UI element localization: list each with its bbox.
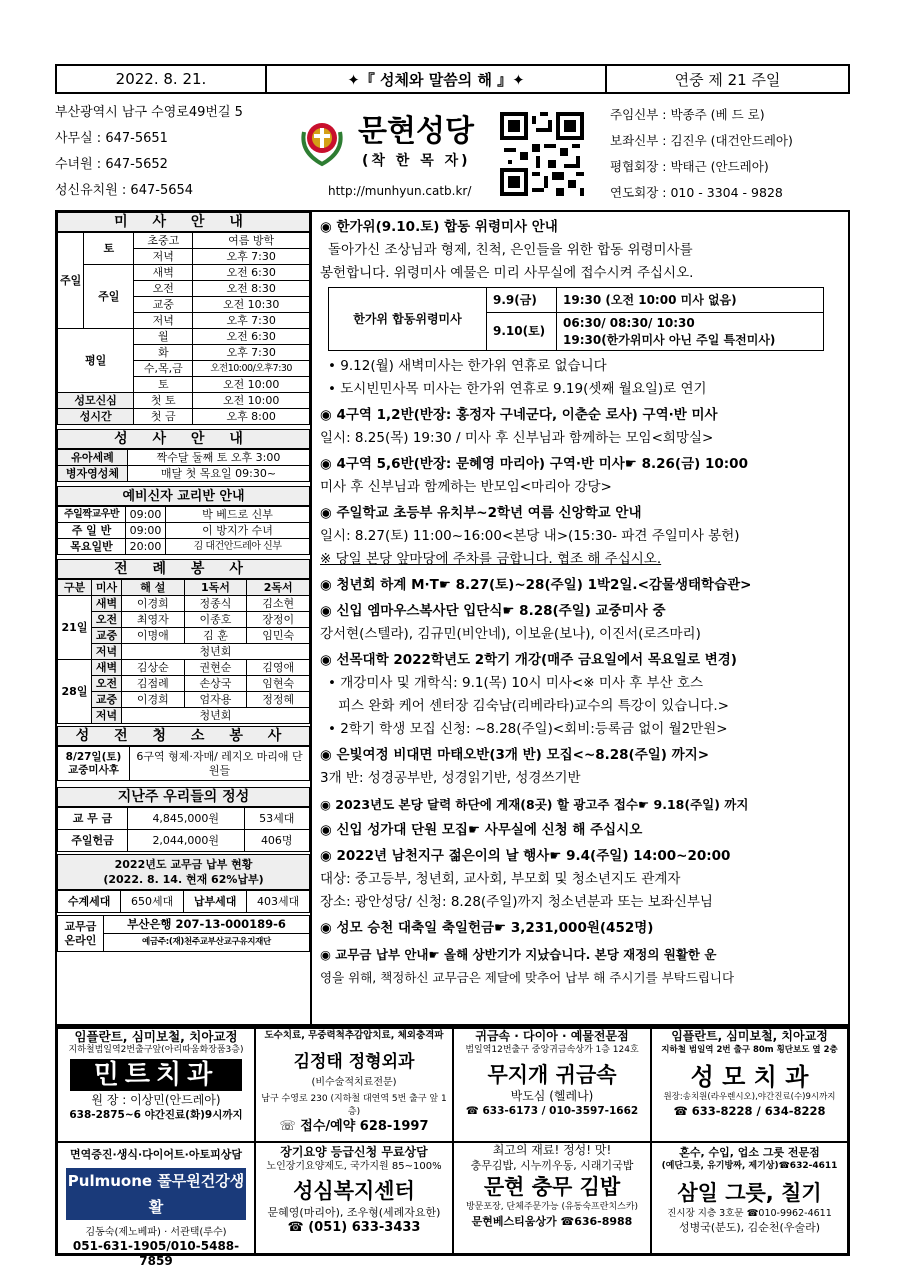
notice-item bbox=[320, 502, 842, 571]
cell: 새벽 bbox=[134, 265, 193, 281]
dues-title: 2022년도 교무금 납부 현황 bbox=[114, 858, 253, 871]
cell: 오전 10:30 bbox=[193, 297, 310, 313]
ad-name: 성 모 치 과 bbox=[690, 1063, 809, 1091]
cell: 이 방지가 수녀 bbox=[166, 523, 310, 539]
cell: 여름 방학 bbox=[193, 233, 310, 249]
cell: 김영애 bbox=[247, 660, 310, 676]
cell: 오후 7:30 bbox=[193, 313, 310, 329]
parish-name: 문현성당 bbox=[358, 114, 474, 149]
ad-location: 지하철 범일역 2번 출구 80m 횡단보도 옆 2층 bbox=[661, 1045, 838, 1055]
cell: 첫 토 bbox=[134, 393, 193, 409]
ad-seongmo-dental[interactable] bbox=[651, 1028, 848, 1142]
notice-item bbox=[320, 845, 842, 914]
cell: 1독서 bbox=[184, 580, 247, 596]
cell: 09:00 bbox=[126, 523, 166, 539]
notice-item bbox=[320, 744, 842, 790]
cell: 미사 bbox=[92, 580, 122, 596]
cell: 06:30/ 08:30/ 10:30 bbox=[563, 315, 695, 330]
cell: 손상국 bbox=[184, 676, 247, 692]
ad-welfare-center[interactable] bbox=[255, 1142, 453, 1254]
ad-location: 범일역12번출구 중앙귀금속상가 1층 124호 bbox=[465, 1045, 639, 1055]
cell: 짝수달 둘째 토 오후 3:00 bbox=[128, 450, 310, 466]
ad-tagline: 장기요양 등급신청 무료상담 bbox=[280, 1145, 428, 1159]
offering-title: 지난주 우리들의 정성 bbox=[57, 787, 310, 807]
cell: 오전 8:30 bbox=[193, 281, 310, 297]
online-payment bbox=[57, 915, 310, 952]
cell: 교중 bbox=[92, 692, 122, 708]
parish-emblem-icon bbox=[298, 112, 346, 168]
notice-body: 돌아가신 조상님과 형제, 친척, 은인들을 위한 합동 위령미사를 bbox=[328, 242, 693, 258]
ad-owner: 성병국(분도), 김순천(우술라) bbox=[678, 1221, 821, 1234]
cell: 9.10(토) bbox=[487, 313, 557, 351]
cell: 406명 bbox=[244, 830, 310, 852]
saturday-label: 토 bbox=[84, 233, 134, 265]
cell: 28일 bbox=[58, 660, 92, 724]
cell: 4,845,000원 bbox=[128, 808, 245, 830]
parish-contact bbox=[55, 100, 295, 204]
cell: 수,목,금 bbox=[134, 361, 193, 377]
online-label bbox=[58, 916, 104, 952]
altar-service-table bbox=[57, 579, 310, 724]
cleaning-title: 성 전 청 소 봉 사 bbox=[57, 726, 310, 746]
cell: 새벽 bbox=[92, 596, 122, 612]
ad-gimbap[interactable] bbox=[453, 1142, 651, 1254]
notice-title: ◉ 4구역 1,2반(반장: 홍정자 구네군다, 이춘순 로사) 구역·반 미사 bbox=[320, 407, 718, 423]
ad-location: 진시장 지층 3호문 ☎010-9962-4611 bbox=[667, 1208, 832, 1219]
assistant-priest: 보좌신부 : 김진우 (대건안드레아) bbox=[610, 133, 793, 148]
ad-detail: 노인장기요양제도, 국가지원 85~100% bbox=[266, 1161, 442, 1172]
online-label-1: 교무금 bbox=[64, 919, 97, 933]
cell: 2독서 bbox=[247, 580, 310, 596]
notices bbox=[314, 212, 848, 1024]
cell: 19:30(한가위미사 아닌 주일 특전미사) bbox=[563, 332, 776, 347]
ad-tableware[interactable] bbox=[651, 1142, 848, 1254]
notice-title: ◉ 신입 성가대 단원 모집☛ 사무실에 신청 해 주십시오 bbox=[320, 822, 643, 838]
online-label-2: 온라인 bbox=[64, 933, 97, 947]
bullet: • 도시빈민사목 미사는 한가위 연휴로 9.19(셋째 월요일)로 연기 bbox=[328, 381, 707, 397]
notice-body: 일시: 8.25(목) 19:30 / 미사 후 신부님과 함께하는 모임<희망실> bbox=[320, 430, 714, 446]
kinder-phone: 성신유치원 : 647-5654 bbox=[55, 183, 194, 198]
cell: 오전 10:00 bbox=[193, 377, 310, 393]
left-sidebar bbox=[57, 212, 312, 1024]
cell: 9.9(금) bbox=[487, 288, 557, 313]
cell: 엄자용 bbox=[184, 692, 247, 708]
dues-status bbox=[57, 854, 310, 890]
hangawi-table bbox=[328, 287, 824, 351]
parish-url[interactable]: http://munhyun.catb.kr/ bbox=[328, 184, 472, 198]
cell: 청년회 bbox=[122, 708, 310, 724]
ad-owner: 박도심 (헬레나) bbox=[510, 1089, 594, 1103]
cell: 권현순 bbox=[184, 660, 247, 676]
cell: 교중 bbox=[134, 297, 193, 313]
cell: 김 훈 bbox=[184, 628, 247, 644]
notice-body: 일시: 8.27(토) 11:00~16:00<본당 내>(15:30- 파견 주일미사 봉헌) bbox=[320, 528, 740, 544]
notice-body: • 2학기 학생 모집 신청: ~8.28(주일)<회비:등록금 없이 월2만원> bbox=[328, 721, 728, 737]
ad-tagline: 임플란트, 심미보철, 치아교정 bbox=[671, 1029, 828, 1043]
cell: 정정혜 bbox=[247, 692, 310, 708]
funeral-contact: 연도회장 : 010 - 3304 - 9828 bbox=[610, 185, 783, 200]
cell: 오전 6:30 bbox=[193, 329, 310, 345]
cell: 정종식 bbox=[184, 596, 247, 612]
ads-section bbox=[55, 1026, 850, 1268]
ad-subname: (비수술적치료전문) bbox=[311, 1077, 397, 1088]
notice-title: ◉ 교무금 납부 안내☛ 올해 상반기가 지났습니다. 본당 재정의 원활한 운 bbox=[320, 947, 717, 962]
notice-item bbox=[320, 453, 842, 499]
mass-schedule-table bbox=[57, 232, 310, 425]
notice-item bbox=[320, 819, 842, 842]
cell: 오전 6:30 bbox=[193, 265, 310, 281]
notice-body: 영을 위해, 책정하신 교무금은 제달에 맞추어 납부 해 주시기를 부탁드립니다 bbox=[320, 970, 735, 985]
liturgical-week: 연중 제 21 주일 bbox=[674, 70, 781, 89]
pastor: 주임신부 : 박종주 (베 드 로) bbox=[610, 107, 765, 122]
cell: 저녁 bbox=[134, 249, 193, 265]
cell: 청년회 bbox=[122, 644, 310, 660]
ad-tagline: 도수치료, 무중력척추감압치료, 체외충격파 bbox=[264, 1030, 444, 1041]
cell: 오전 bbox=[92, 612, 122, 628]
ad-phone: ☎ 633-8228 / 634-8228 bbox=[673, 1104, 826, 1118]
cell: 403세대 bbox=[247, 891, 310, 913]
cell: 이경희 bbox=[122, 692, 185, 708]
cell: 이종호 bbox=[184, 612, 247, 628]
ad-owner: 원장:송치원(라우렌시오),야간진료(수)9시까지 bbox=[663, 1092, 836, 1102]
issue-date: 2022. 8. 21. bbox=[57, 66, 267, 92]
notice-title: ◉ 선목대학 2022학년도 2학기 개강(매주 금요일에서 목요일로 변경) bbox=[320, 652, 737, 668]
notice-item bbox=[320, 943, 842, 989]
account-holder: 예금주:(재)천주교부산교구유지재단 bbox=[104, 934, 310, 952]
ad-name: 성심복지센터 bbox=[293, 1179, 415, 1203]
cell: 교 무 금 bbox=[58, 808, 128, 830]
cell: 초중고 bbox=[134, 233, 193, 249]
cell: 주일짝교우반 bbox=[58, 507, 126, 523]
cell: 김 대건안드레아 신부 bbox=[166, 539, 310, 555]
cell: 김점례 bbox=[122, 676, 185, 692]
cell: 토 bbox=[134, 377, 193, 393]
ad-owner: 문혜영(마리아), 조우형(세례자요한) bbox=[267, 1206, 441, 1219]
ad-tagline: 임플란트, 심미보철, 치아교정 bbox=[74, 1029, 238, 1044]
notice-body: ※ 당일 본당 앞마당에 주차를 금합니다. 협조 해 주십시오. bbox=[320, 551, 662, 567]
ad-orthopedic[interactable] bbox=[255, 1028, 453, 1142]
nuns-phone: 수녀원 : 647-5652 bbox=[55, 157, 168, 172]
cell: 650세대 bbox=[121, 891, 184, 913]
cell: 8/27일(토) 교중미사후 bbox=[58, 747, 130, 781]
cell: 2,044,000원 bbox=[128, 830, 245, 852]
dues-rate: (2022. 8. 14. 현재 62%납부) bbox=[103, 873, 264, 886]
ad-owner: 원 장 : 이상민(안드레아) bbox=[91, 1093, 221, 1107]
cell: 유아세례 bbox=[58, 450, 128, 466]
ad-tagline: 혼수, 수입, 업소 그릇 전문점 bbox=[679, 1146, 820, 1159]
cleaning-table bbox=[57, 746, 310, 781]
catechumen-title: 예비신자 교리반 안내 bbox=[57, 486, 310, 506]
notice-body: • 개강미사 및 개학식: 9.1(목) 10시 미사<※ 미사 후 부산 호스 bbox=[328, 675, 704, 691]
cell: 오전 10:00 bbox=[193, 393, 310, 409]
ad-owner: 김동숙(제노베파) · 서관택(루수) bbox=[85, 1227, 227, 1238]
cell: 화 bbox=[134, 345, 193, 361]
cell: 교중 bbox=[92, 628, 122, 644]
ad-name: 삼일 그릇, 칠기 bbox=[677, 1181, 822, 1205]
sunday-label: 주일 bbox=[84, 265, 134, 329]
cell: 6구역 형제·자매/ 레지오 마리애 단원들 bbox=[130, 747, 310, 781]
notice-body: 3개 반: 성경공부반, 성경읽기반, 성경쓰기반 bbox=[320, 770, 581, 786]
notice-hangawi bbox=[320, 216, 842, 401]
year-theme: ✦『 성체와 말씀의 해 』✦ bbox=[267, 66, 607, 92]
ad-name: 무지개 귀금속 bbox=[487, 1063, 617, 1087]
main-content bbox=[55, 210, 850, 1026]
notice-body: 대상: 중고등부, 청년회, 교사회, 부모회 및 청소년지도 관계자 bbox=[320, 871, 681, 887]
cell: 임현숙 bbox=[247, 676, 310, 692]
ad-phone: ☎ (051) 633-3433 bbox=[287, 1220, 421, 1235]
ad-tagline: 최고의 재료! 정성! 맛! bbox=[492, 1143, 612, 1157]
notice-body: 봉헌합니다. 위령미사 예물은 미리 사무실에 접수시켜 주십시오. bbox=[320, 265, 694, 281]
cell: 20:00 bbox=[126, 539, 166, 555]
cell: 저녁 bbox=[92, 644, 122, 660]
dues-table bbox=[57, 890, 310, 913]
cell: 성시간 bbox=[58, 409, 134, 425]
cell: 오전10:00/오후7:30 bbox=[193, 361, 310, 377]
cell: 오전 bbox=[134, 281, 193, 297]
ad-phone: ☎ 633-6173 / 010-3597-1662 bbox=[465, 1105, 639, 1117]
notice-title: ◉ 2022년 남천지구 젊은이의 날 행사☛ 9.4(주일) 14:00~20:00 bbox=[320, 848, 731, 864]
cell: 이명애 bbox=[122, 628, 185, 644]
ad-location: 남구 수영로 230 (지하철 대연역 5번 출구 앞 1층) bbox=[261, 1094, 447, 1117]
cell: 첫 금 bbox=[134, 409, 193, 425]
altar-service-title: 전 례 봉 사 bbox=[57, 559, 310, 579]
parish-staff bbox=[610, 102, 850, 206]
cell: 월 bbox=[134, 329, 193, 345]
cell: 저녁 bbox=[134, 313, 193, 329]
notice-body: 피스 완화 케어 센터장 김숙남(리베라타)교수의 특강이 있습니다.> bbox=[338, 698, 729, 714]
ad-tagline: 면역증진·생식·다이어트·아토피상담 bbox=[70, 1148, 242, 1161]
ad-tagline: 귀금속 · 다이아 · 예물전문점 bbox=[475, 1029, 629, 1043]
cell: 김소현 bbox=[247, 596, 310, 612]
ad-name: 김정태 정형외과 bbox=[293, 1052, 415, 1072]
notice-item bbox=[320, 793, 842, 816]
bank-account: 부산은행 207-13-000189-6 bbox=[104, 916, 310, 934]
notice-item bbox=[320, 649, 842, 741]
ad-jewelry[interactable] bbox=[453, 1028, 651, 1142]
ad-phone: 문현베스티움상가 ☎636-8988 bbox=[471, 1215, 633, 1228]
notice-item bbox=[320, 600, 842, 646]
header-bar bbox=[55, 64, 850, 94]
ad-mint-dental[interactable] bbox=[57, 1028, 255, 1142]
mass-schedule-title: 미 사 안 내 bbox=[57, 212, 310, 232]
ad-detail: (예단그릇, 유기방짜, 제기상)☎632-4611 bbox=[661, 1161, 838, 1171]
cell: 오전 bbox=[92, 676, 122, 692]
notice-item bbox=[320, 917, 842, 940]
ad-phone: ☏ 접수/예약 628-1997 bbox=[279, 1119, 429, 1134]
sacrament-table bbox=[57, 449, 310, 482]
cell: 저녁 bbox=[92, 708, 122, 724]
cell: 09:00 bbox=[126, 507, 166, 523]
notice-item bbox=[320, 574, 842, 597]
notice-title: ◉ 2023년도 본당 달력 하단에 게재(8곳) 할 광고주 접수☛ 9.18(주일) 까지 bbox=[320, 797, 749, 812]
offering-table bbox=[57, 807, 310, 852]
cell: 새벽 bbox=[92, 660, 122, 676]
cell: 구분 bbox=[58, 580, 92, 596]
notice-title: ◉ 4구역 5,6반(반장: 문혜영 마리아) 구역·반 미사☛ 8.26(금) 10:00 bbox=[320, 456, 748, 472]
cell: 박 베드로 신부 bbox=[166, 507, 310, 523]
cell: 납부세대 bbox=[183, 891, 246, 913]
cell: 19:30 (오전 10:00 미사 없음) bbox=[557, 288, 824, 313]
notice-title: ◉ 은빛여정 비대면 마태오반(3개 반) 모집<~8.28(주일) 까지> bbox=[320, 747, 710, 763]
cell: 임민숙 bbox=[247, 628, 310, 644]
weekday-label: 평일 bbox=[58, 329, 134, 393]
cell: 수계세대 bbox=[58, 891, 121, 913]
cell: 주 일 반 bbox=[58, 523, 126, 539]
notice-body: 미사 후 신부님과 함께하는 반모임<마리아 강당> bbox=[320, 479, 612, 495]
notice-item bbox=[320, 404, 842, 450]
notice-title: ◉ 성모 승천 대축일 축일헌금☛ 3,231,000원(452명) bbox=[320, 920, 654, 936]
cell: 주일헌금 bbox=[58, 830, 128, 852]
cell: 오후 7:30 bbox=[193, 345, 310, 361]
cell: 오후 7:30 bbox=[193, 249, 310, 265]
notice-body: 장소: 광안성당/ 신청: 8.28(주일)까지 청소년분과 또는 보좌신부님 bbox=[320, 894, 713, 910]
cell: 매달 첫 목요일 09:30~ bbox=[128, 466, 310, 482]
cell: 김상순 bbox=[122, 660, 185, 676]
ad-location: 지하철범일역2번출구앞(아리따움화장품3층) bbox=[68, 1045, 244, 1055]
cell: 해 설 bbox=[122, 580, 185, 596]
notice-title: ◉ 주일학교 초등부 유치부~2학년 여름 신앙학교 안내 bbox=[320, 505, 642, 521]
address: 부산광역시 남구 수영로49번길 5 bbox=[55, 105, 243, 120]
cell: 한가위 합동위령미사 bbox=[329, 288, 487, 351]
sacrament-title: 성 사 안 내 bbox=[57, 429, 310, 449]
cell: 21일 bbox=[58, 596, 92, 660]
ad-phone: 051-631-1905/010-5488-7859 bbox=[72, 1239, 240, 1268]
cell: 이경희 bbox=[122, 596, 185, 612]
ad-detail: 충무김밥, 시누끼우동, 시래기국밥 bbox=[470, 1159, 634, 1172]
cell: 최영자 bbox=[122, 612, 185, 628]
notice-title: ◉ 신입 엠마우스복사단 입단식☛ 8.28(주일) 교중미사 중 bbox=[320, 603, 666, 619]
ad-phone: 638-2875~6 야간진료(화)9시까지 bbox=[69, 1109, 243, 1121]
ad-name: 문현 충무 김밥 bbox=[483, 1175, 621, 1199]
cell: 53세대 bbox=[244, 808, 310, 830]
ad-pulmuone[interactable] bbox=[57, 1142, 255, 1268]
notice-title: ◉ 한가위(9.10.토) 합동 위령미사 안내 bbox=[320, 219, 558, 235]
cell: 목요일반 bbox=[58, 539, 126, 555]
notice-title: ◉ 청년회 하계 M·T☛ 8.27(토)~28(주일) 1박2일.<감물생태학습관> bbox=[320, 577, 752, 593]
qr-code-icon[interactable] bbox=[500, 112, 584, 196]
bullet: • 9.12(월) 새벽미사는 한가위 연휴로 없습니다 bbox=[328, 358, 607, 374]
office-phone: 사무실 : 647-5651 bbox=[55, 131, 168, 146]
cell: 장정이 bbox=[247, 612, 310, 628]
cell: 병자영성체 bbox=[58, 466, 128, 482]
cell: 오후 8:00 bbox=[193, 409, 310, 425]
sunday-group-label: 주일 bbox=[58, 233, 84, 329]
ad-name: Pulmuone 풀무원건강생활 bbox=[66, 1168, 246, 1220]
cell: 성모신심 bbox=[58, 393, 134, 409]
ad-owner: 방문포장, 단체주문가능 (유동숙프란치스카) bbox=[465, 1202, 639, 1212]
parish-subtitle: (착 한 목 자) bbox=[362, 153, 471, 169]
council-president: 평협회장 : 박태근 (안드레아) bbox=[610, 159, 769, 174]
ad-name: 민트치과 bbox=[70, 1059, 242, 1091]
notice-body: 강서현(스텔라), 김규민(비안네), 이보윤(보나), 이진서(로즈마리) bbox=[320, 626, 701, 642]
catechumen-table bbox=[57, 506, 310, 555]
